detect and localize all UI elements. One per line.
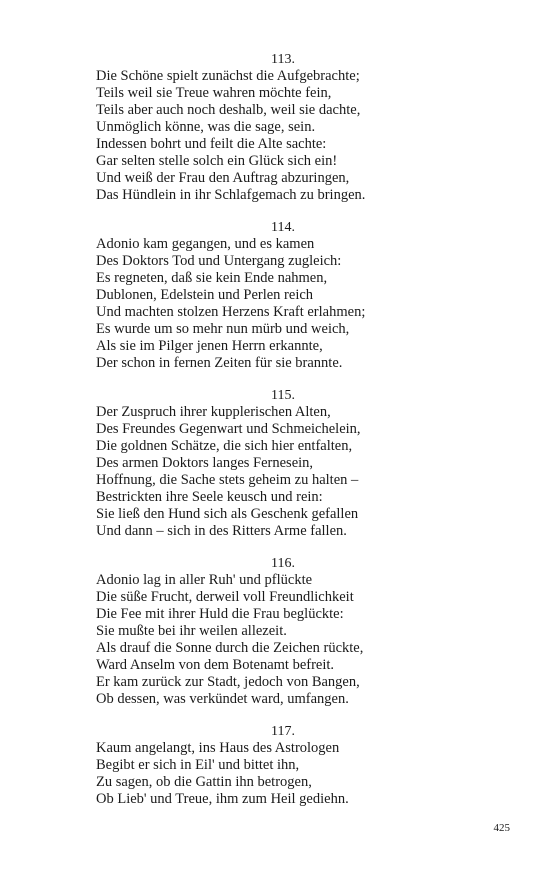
stanza-117 bbox=[96, 723, 506, 808]
verse-line: Und dann – sich in des Ritters Arme fallen. bbox=[96, 523, 347, 539]
verse-line: Des Doktors Tod und Untergang zugleich: bbox=[96, 253, 342, 269]
verse-line: Teils weil sie Treue wahren möchte fein, bbox=[96, 85, 332, 101]
verse-line: Teils aber auch noch deshalb, weil sie dachte, bbox=[96, 102, 361, 118]
verse-line: Das Hündlein in ihr Schlafgemach zu bringen. bbox=[96, 187, 366, 203]
verse-line: Des armen Doktors langes Fernesein, bbox=[96, 455, 314, 471]
verse-line: Sie ließ den Hund sich als Geschenk gefallen bbox=[96, 506, 359, 522]
verse-line: Zu sagen, ob die Gattin ihn betrogen, bbox=[96, 774, 312, 790]
verse-line: Und weiß der Frau den Auftrag abzuringen, bbox=[96, 170, 350, 186]
stanza-114 bbox=[96, 219, 506, 372]
stanza-number: 115. bbox=[271, 388, 295, 403]
verse-line: Die süße Frucht, derweil voll Freundlichkeit bbox=[96, 589, 354, 605]
stanza-115 bbox=[96, 387, 506, 540]
verse-line: Sie mußte bei ihr weilen allezeit. bbox=[96, 623, 287, 639]
stanza-116 bbox=[96, 555, 506, 708]
verse-line: Begibt er sich in Eil' und bittet ihn, bbox=[96, 757, 300, 773]
stanza-number: 117. bbox=[271, 724, 295, 739]
verse-line: Die Schöne spielt zunächst die Aufgebrachte; bbox=[96, 68, 360, 84]
stanza-number: 116. bbox=[271, 556, 295, 571]
verse-line: Kaum angelangt, ins Haus des Astrologen bbox=[96, 740, 340, 756]
verse-line: Als drauf die Sonne durch die Zeichen rückte, bbox=[96, 640, 364, 656]
verse-line: Als sie im Pilger jenen Herrn erkannte, bbox=[96, 338, 323, 354]
verse-line: Es wurde um so mehr nun mürb und weich, bbox=[96, 321, 350, 337]
verse-line: Indessen bohrt und feilt die Alte sachte: bbox=[96, 136, 327, 152]
verse-line: Bestrickten ihre Seele keusch und rein: bbox=[96, 489, 323, 505]
stanza-113 bbox=[96, 51, 506, 204]
verse-line: Der Zuspruch ihrer kupplerischen Alten, bbox=[96, 404, 331, 420]
verse-line: Hoffnung, die Sache stets geheim zu halten – bbox=[96, 472, 359, 488]
verse-line: Die Fee mit ihrer Huld die Frau beglückte: bbox=[96, 606, 344, 622]
verse-line: Die goldnen Schätze, die sich hier entfalten, bbox=[96, 438, 353, 454]
verse-line: Des Freundes Gegenwart und Schmeichelein, bbox=[96, 421, 361, 437]
verse-line: Unmöglich könne, was die sage, sein. bbox=[96, 119, 316, 135]
verse-line: Adonio lag in aller Ruh' und pflückte bbox=[96, 572, 313, 588]
verse-line: Er kam zurück zur Stadt, jedoch von Bangen, bbox=[96, 674, 360, 690]
verse-line: Ward Anselm von dem Botenamt befreit. bbox=[96, 657, 335, 673]
verse-line: Der schon in fernen Zeiten für sie brannte. bbox=[96, 355, 343, 371]
stanza-number: 113. bbox=[271, 52, 295, 67]
verse-line: Es regneten, daß sie kein Ende nahmen, bbox=[96, 270, 328, 286]
page-number: 425 bbox=[493, 822, 510, 834]
verse-line: Ob Lieb' und Treue, ihm zum Heil gediehn. bbox=[96, 791, 349, 807]
verse-line: Adonio kam gegangen, und es kamen bbox=[96, 236, 315, 252]
stanza-number: 114. bbox=[271, 220, 295, 235]
verse-line: Und machten stolzen Herzens Kraft erlahmen; bbox=[96, 304, 366, 320]
verse-line: Dublonen, Edelstein und Perlen reich bbox=[96, 287, 314, 303]
verse-line: Gar selten stelle solch ein Glück sich ein! bbox=[96, 153, 338, 169]
verse-line: Ob dessen, was verkündet ward, umfangen. bbox=[96, 691, 349, 707]
